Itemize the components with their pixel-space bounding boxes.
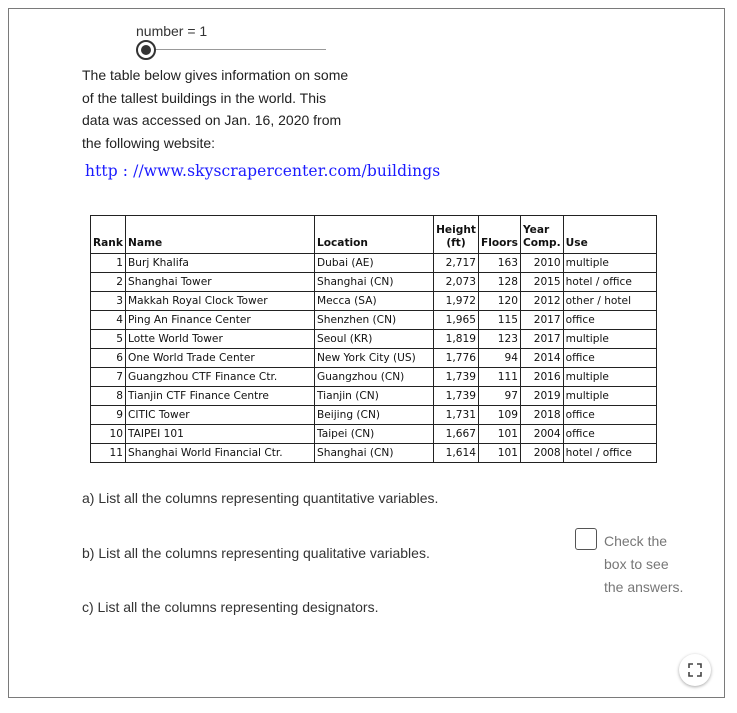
header-name: Name [126,216,315,254]
source-url: http : //www.skyscrapercenter.com/buildings [85,162,441,180]
cell-location: New York City (US) [315,349,434,368]
cell-location: Taipei (CN) [315,425,434,444]
slider-handle[interactable] [136,40,156,60]
table-row [91,254,657,273]
cell-use: hotel / office [563,444,656,463]
cell-height: 1,739 [434,387,479,406]
cell-year: 2014 [520,349,563,368]
cell-rank: 9 [91,406,126,425]
cell-name: Shanghai World Financial Ctr. [126,444,315,463]
cell-height: 1,739 [434,368,479,387]
header-height [434,216,479,254]
cell-name: Shanghai Tower [126,273,315,292]
question-c: c) List all the columns representing designators. [82,599,379,615]
table-row [91,349,657,368]
cell-name: Lotte World Tower [126,330,315,349]
intro-line: data was accessed on Jan. 16, 2020 from [82,112,342,128]
intro-line: The table below gives information on some [82,67,349,83]
cell-floors: 97 [479,387,521,406]
cell-name: CITIC Tower [126,406,315,425]
table-row [91,273,657,292]
cell-year: 2017 [520,330,563,349]
cell-rank: 4 [91,311,126,330]
cell-location: Guangzhou (CN) [315,368,434,387]
slider-label: number = 1 [136,23,208,39]
cell-floors: 94 [479,349,521,368]
cell-location: Shenzhen (CN) [315,311,434,330]
question-b: b) List all the columns representing qualitative variables. [82,545,430,561]
cell-year: 2019 [520,387,563,406]
header-location: Location [315,216,434,254]
cell-name: Burj Khalifa [126,254,315,273]
slider-track[interactable] [148,49,326,50]
intro-line: of the tallest buildings in the world. This [82,89,327,106]
header-year-bottom: Comp. [522,237,561,249]
cell-floors: 109 [479,406,521,425]
cell-use: hotel / office [563,273,656,292]
cell-floors: 128 [479,273,521,292]
cell-floors: 123 [479,330,521,349]
header-floors: Floors [479,216,521,254]
intro-line: the following website: [82,134,216,151]
cell-use: multiple [563,368,656,387]
cell-year: 2010 [520,254,563,273]
cell-location: Mecca (SA) [315,292,434,311]
cell-use: office [563,406,656,425]
fullscreen-icon [688,663,702,677]
cell-location: Dubai (AE) [315,254,434,273]
cell-name: Tianjin CTF Finance Centre [126,387,315,406]
cell-height: 2,717 [434,254,479,273]
table-row [91,387,657,406]
table-row [91,311,657,330]
buildings-table [90,215,657,463]
show-answers-checkbox[interactable] [575,528,597,550]
table-row [91,406,657,425]
cell-height: 1,614 [434,444,479,463]
cell-use: office [563,425,656,444]
cell-floors: 163 [479,254,521,273]
cell-height: 1,667 [434,425,479,444]
table-row [91,292,657,311]
question-a: a) List all the columns representing quantitative variables. [82,490,439,506]
cell-floors: 101 [479,425,521,444]
cell-year: 2004 [520,425,563,444]
show-answers-label-line: the answers. [604,579,684,595]
cell-name: Ping An Finance Center [126,311,315,330]
cell-height: 1,972 [434,292,479,311]
cell-use: office [563,349,656,368]
cell-name: TAIPEI 101 [126,425,315,444]
cell-year: 2008 [520,444,563,463]
cell-location: Seoul (KR) [315,330,434,349]
cell-rank: 2 [91,273,126,292]
fullscreen-button[interactable] [679,654,711,686]
cell-location: Shanghai (CN) [315,273,434,292]
table-row [91,330,657,349]
cell-floors: 101 [479,444,521,463]
cell-height: 1,819 [434,330,479,349]
show-answers-label-line: Check the [604,533,668,549]
cell-location: Beijing (CN) [315,406,434,425]
cell-height: 2,073 [434,273,479,292]
cell-location: Tianjin (CN) [315,387,434,406]
cell-year: 2016 [520,368,563,387]
cell-year: 2017 [520,311,563,330]
cell-height: 1,731 [434,406,479,425]
cell-year: 2015 [520,273,563,292]
table-header-row [91,216,657,254]
table-row [91,425,657,444]
cell-name: Makkah Royal Clock Tower [126,292,315,311]
cell-rank: 6 [91,349,126,368]
cell-use: office [563,311,656,330]
header-use: Use [563,216,656,254]
show-answers-label-line: box to see [604,556,669,572]
cell-use: multiple [563,387,656,406]
cell-height: 1,965 [434,311,479,330]
table-row [91,444,657,463]
header-year [520,216,563,254]
cell-year: 2012 [520,292,563,311]
header-rank: Rank [91,216,126,254]
cell-use: multiple [563,330,656,349]
cell-name: One World Trade Center [126,349,315,368]
cell-rank: 11 [91,444,126,463]
cell-year: 2018 [520,406,563,425]
show-answers-label [604,530,704,599]
cell-height: 1,776 [434,349,479,368]
cell-rank: 3 [91,292,126,311]
cell-floors: 111 [479,368,521,387]
cell-rank: 7 [91,368,126,387]
intro-text [82,64,412,154]
cell-use: other / hotel [563,292,656,311]
header-year-top: Year [522,224,550,236]
cell-location: Shanghai (CN) [315,444,434,463]
cell-rank: 5 [91,330,126,349]
cell-floors: 115 [479,311,521,330]
table-row [91,368,657,387]
cell-rank: 1 [91,254,126,273]
cell-use: multiple [563,254,656,273]
header-height-bottom: (ft) [446,237,466,249]
cell-name: Guangzhou CTF Finance Ctr. [126,368,315,387]
header-height-top: Height [436,224,476,236]
cell-floors: 120 [479,292,521,311]
cell-rank: 8 [91,387,126,406]
cell-rank: 10 [91,425,126,444]
